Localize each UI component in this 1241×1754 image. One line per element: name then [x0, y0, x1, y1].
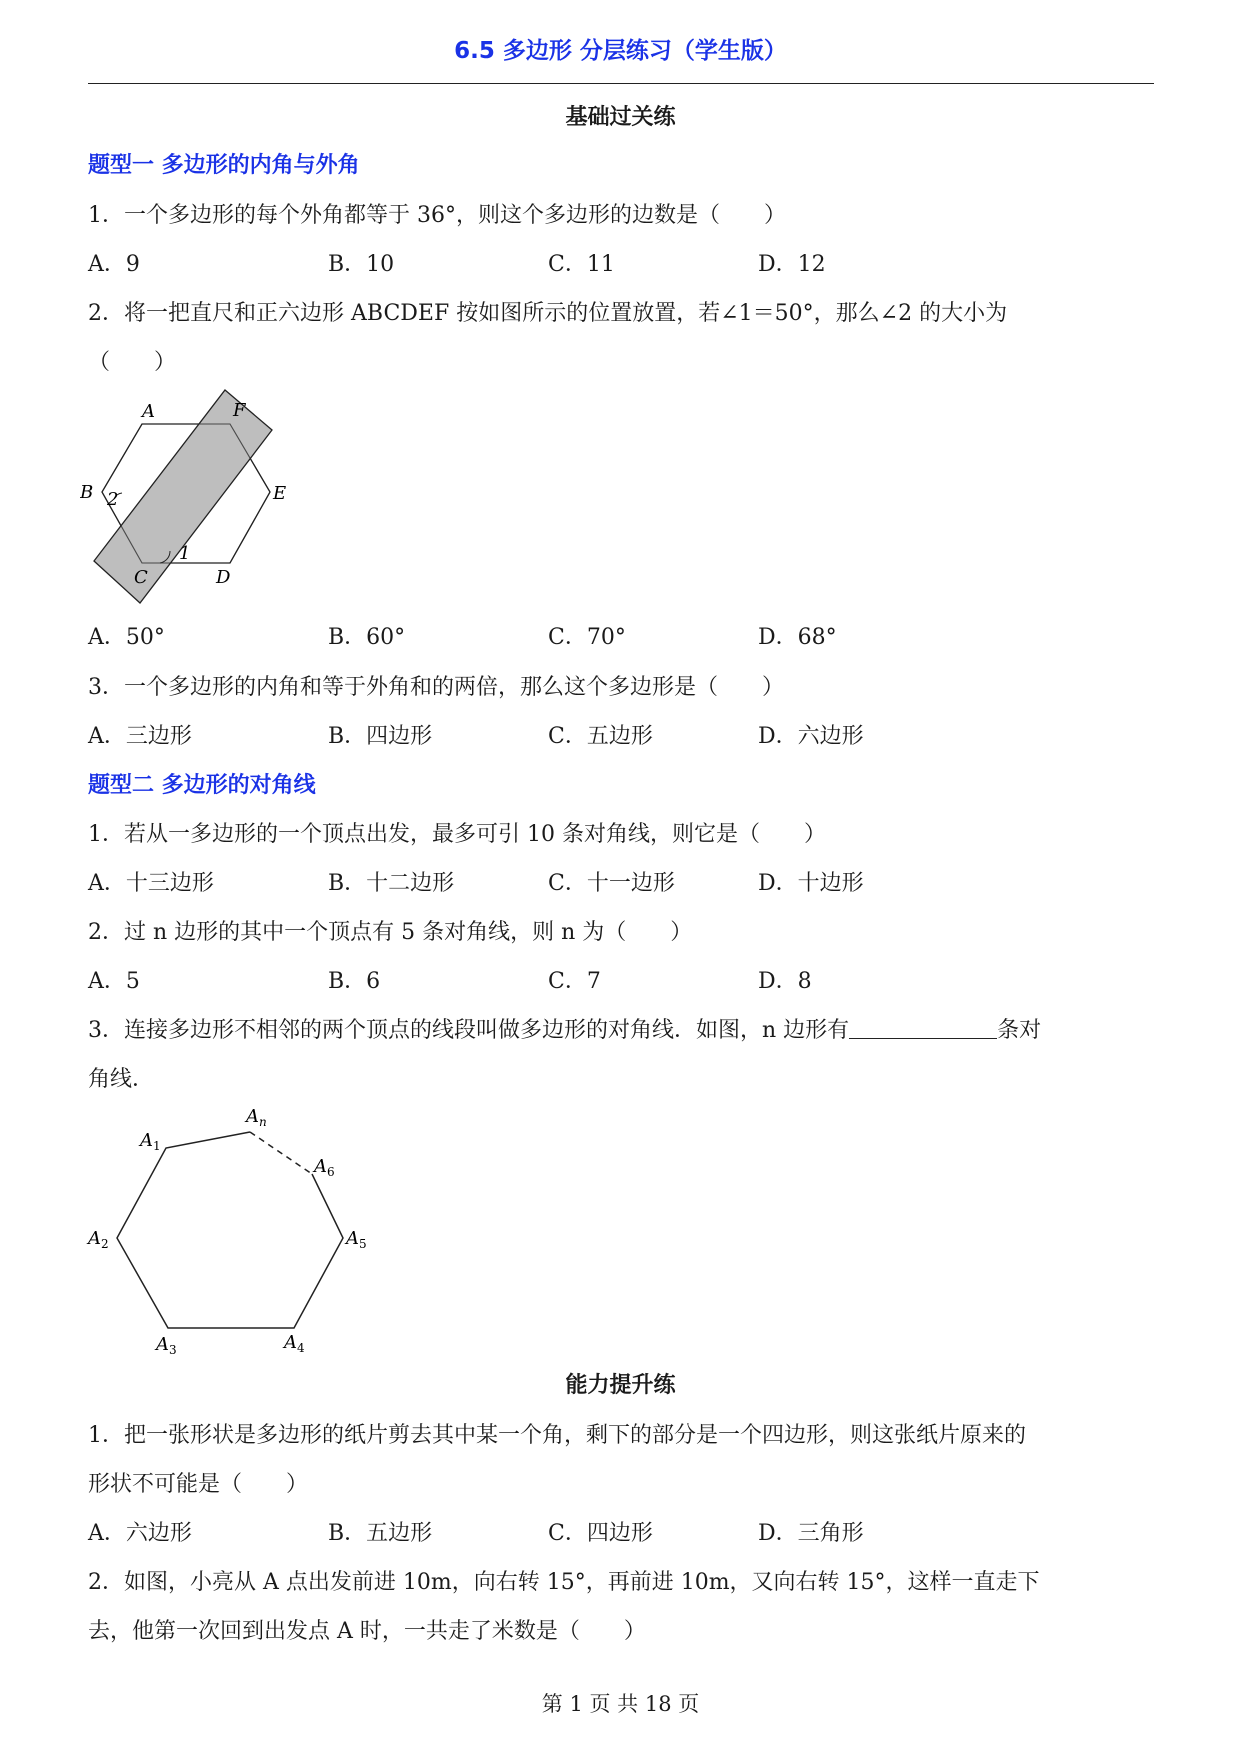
figure-label-e: E: [273, 483, 287, 504]
adv-q1-text-line2: 形状不可能是（ ）: [88, 1472, 309, 1497]
figure-label-a: A: [142, 401, 155, 422]
adv-q1-option-d: D．三角形: [758, 1521, 864, 1546]
vertex-label-an: $A_n$: [246, 1106, 267, 1129]
figure-label-f: F: [233, 400, 246, 421]
t1-q2-text-line2: （ ）: [88, 350, 177, 375]
t2-q1-option-d: D．十边形: [758, 871, 864, 896]
vertex-label-a6: $A_6$: [314, 1156, 335, 1179]
type-2-heading: 题型二 多边形的对角线: [88, 773, 316, 798]
t1-q1-option-a: A．9: [88, 252, 140, 277]
page-footer: 第 1 页 共 18 页: [541, 1692, 700, 1716]
t1-q2-option-a: A．50°: [88, 625, 165, 650]
t1-q3-option-a: A．三边形: [88, 724, 192, 749]
t1-q2-option-b: B．60°: [328, 625, 406, 650]
type-1-heading: 题型一 多边形的内角与外角: [88, 153, 360, 178]
t1-q2-text-line1: 2．将一把直尺和正六边形 ABCDEF 按如图所示的位置放置，若∠1＝50°，那么∠2 的大小为: [88, 301, 1008, 326]
t2-q3-text-line1: [88, 1013, 1041, 1044]
t2-q1-option-a: A．十三边形: [88, 871, 214, 896]
t2-q1-option-b: B．十二边形: [328, 871, 455, 896]
vertex-label-a2: $A_2$: [88, 1228, 109, 1251]
t2-q1-text: 1．若从一多边形的一个顶点出发，最多可引 10 条对角线，则它是（ ）: [88, 822, 826, 847]
adv-q1-option-c: C．四边形: [548, 1521, 653, 1546]
t1-q1-text: 1．一个多边形的每个外角都等于 36°，则这个多边形的边数是（ ）: [88, 203, 786, 228]
vertex-label-a5: $A_5$: [346, 1228, 367, 1251]
adv-q1-option-b: B．五边形: [328, 1521, 433, 1546]
figure-label-angle-2: 2: [107, 489, 119, 510]
header-rule: [88, 83, 1154, 84]
page-title: 6.5 多边形 分层练习（学生版）: [454, 38, 787, 64]
t2-q2-option-a: A．5: [88, 969, 140, 994]
n-gon-figure: [80, 1100, 380, 1360]
t2-q2-option-b: B．6: [328, 969, 381, 994]
t1-q2-option-d: D．68°: [758, 625, 837, 650]
t1-q1-option-d: D．12: [758, 252, 826, 277]
t2-q3-text-part2: 条对: [997, 1018, 1042, 1043]
t1-q3-option-b: B．四边形: [328, 724, 433, 749]
figure-label-d: D: [216, 567, 231, 588]
answer-blank[interactable]: [849, 1018, 997, 1039]
t2-q2-text: 2．过 n 边形的其中一个顶点有 5 条对角线，则 n 为（ ）: [88, 920, 693, 945]
adv-q2-text-line1: 2．如图，小亮从 A 点出发前进 10m，向右转 15°，再前进 10m，又向右转 15°，这样一直走下: [88, 1570, 1040, 1595]
t1-q3-option-d: D．六边形: [758, 724, 864, 749]
figure-label-c: C: [134, 567, 148, 588]
t1-q2-option-c: C．70°: [548, 625, 626, 650]
vertex-label-a1: $A_1$: [140, 1130, 161, 1153]
adv-q1-option-a: A．六边形: [88, 1521, 192, 1546]
t2-q2-option-d: D．8: [758, 969, 812, 994]
t2-q2-option-c: C．7: [548, 969, 601, 994]
section-basic-heading: 基础过关练: [565, 105, 676, 130]
hexagon-ruler-figure: [80, 385, 320, 605]
adv-q2-text-line2: 去，他第一次回到出发点 A 时，一共走了米数是（ ）: [88, 1619, 646, 1644]
figure-label-angle-1: 1: [179, 543, 191, 564]
figure-label-b: B: [80, 482, 94, 503]
t1-q1-option-c: C．11: [548, 252, 615, 277]
t2-q3-text-line2: 角线．: [88, 1067, 155, 1092]
adv-q1-text-line1: 1．把一张形状是多边形的纸片剪去其中某一个角，剩下的部分是一个四边形，则这张纸片原来的: [88, 1423, 1027, 1448]
t2-q1-option-c: C．十一边形: [548, 871, 675, 896]
t1-q1-option-b: B．10: [328, 252, 395, 277]
t1-q3-text: 3．一个多边形的内角和等于外角和的两倍，那么这个多边形是（ ）: [88, 675, 784, 700]
t1-q3-option-c: C．五边形: [548, 724, 653, 749]
section-advanced-heading: 能力提升练: [565, 1373, 676, 1398]
t2-q3-text-part1: 3．连接多边形不相邻的两个顶点的线段叫做多边形的对角线．如图，n 边形有: [88, 1018, 850, 1043]
vertex-label-a3: $A_3$: [156, 1334, 177, 1357]
vertex-label-a4: $A_4$: [284, 1332, 305, 1355]
